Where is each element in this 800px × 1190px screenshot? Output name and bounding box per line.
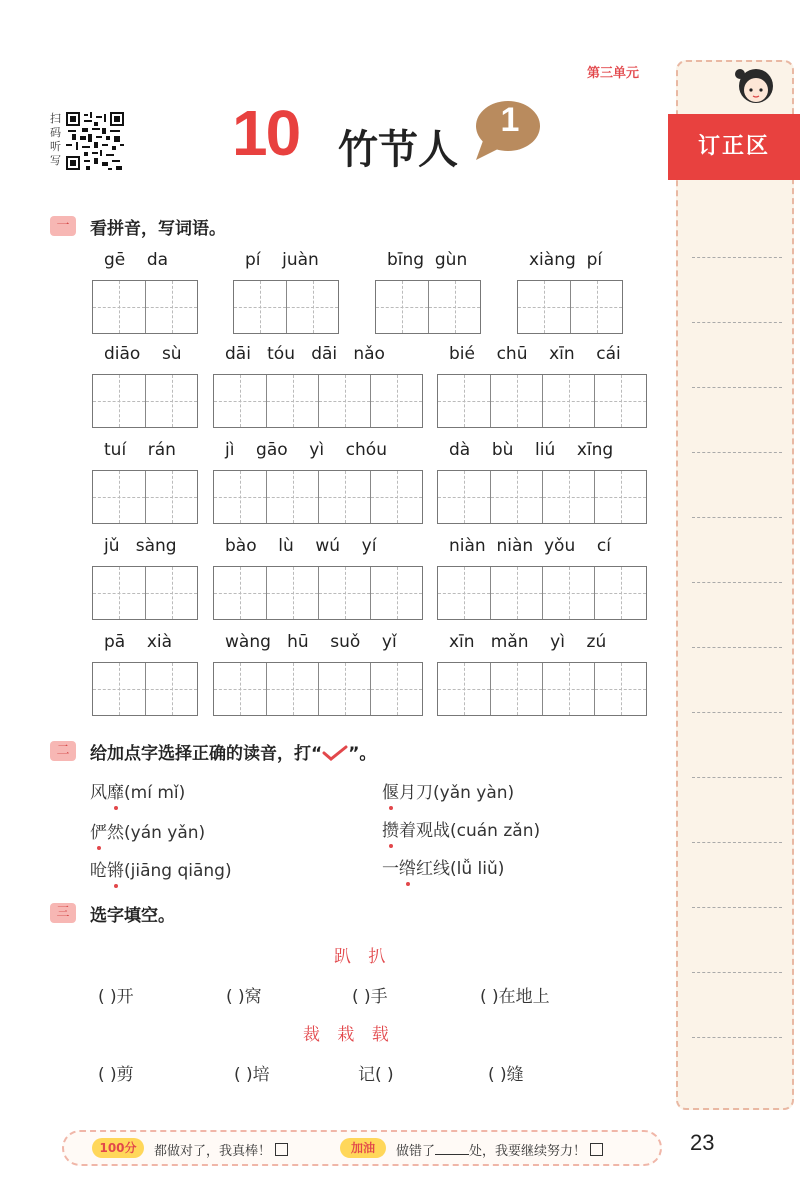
writing-cell[interactable] bbox=[542, 375, 594, 427]
writing-cell[interactable] bbox=[542, 663, 594, 715]
dotted-character: 绺 bbox=[399, 854, 416, 879]
pinyin-prompt: bīng gùn bbox=[387, 250, 468, 270]
writing-grid[interactable] bbox=[92, 566, 198, 620]
checkmark-icon bbox=[322, 745, 348, 761]
praise-text: 都做对了，我真棒！ bbox=[154, 1140, 288, 1159]
fill-blank-6[interactable]: ( )培 bbox=[234, 1065, 270, 1085]
writing-grid[interactable] bbox=[233, 280, 339, 334]
lesson-number: 10 bbox=[232, 97, 300, 169]
writing-cell[interactable] bbox=[145, 375, 197, 427]
writing-cell[interactable] bbox=[266, 663, 318, 715]
writing-grid[interactable] bbox=[517, 280, 623, 334]
effort-checkbox[interactable] bbox=[590, 1143, 603, 1156]
dotted-character: 锵 bbox=[107, 856, 124, 881]
pronunciation-item[interactable]: 风靡(mí mǐ) bbox=[90, 778, 185, 803]
writing-grid[interactable] bbox=[437, 566, 647, 620]
pronunciation-item[interactable]: 攒着观战(cuán zǎn) bbox=[382, 816, 540, 841]
praise-checkbox[interactable] bbox=[275, 1143, 288, 1156]
section-badge-1: 一 bbox=[50, 216, 76, 236]
section-badge-3: 三 bbox=[50, 903, 76, 923]
writing-cell[interactable] bbox=[145, 281, 197, 333]
writing-cell[interactable] bbox=[145, 567, 197, 619]
writing-cell[interactable] bbox=[370, 471, 422, 523]
choice-characters-2: 裁 栽 载 bbox=[303, 1025, 395, 1045]
lesson-title: 竹节人 bbox=[338, 127, 458, 173]
writing-cell[interactable] bbox=[93, 281, 145, 333]
fill-blank-5[interactable]: ( )剪 bbox=[98, 1065, 134, 1085]
dotted-character: 靡 bbox=[107, 778, 124, 803]
dotted-character: 偃 bbox=[382, 778, 399, 803]
pronunciation-item[interactable]: 俨然(yán yǎn) bbox=[90, 818, 205, 843]
writing-grid[interactable] bbox=[213, 662, 423, 716]
pinyin-prompt: xīn mǎn yì zú bbox=[449, 632, 607, 652]
writing-cell[interactable] bbox=[438, 567, 490, 619]
pronunciation-item[interactable]: 呛锵(jiāng qiāng) bbox=[90, 856, 232, 881]
writing-cell[interactable] bbox=[370, 375, 422, 427]
pronunciation-item[interactable]: 偃月刀(yǎn yàn) bbox=[382, 778, 514, 803]
writing-cell[interactable] bbox=[93, 375, 145, 427]
section-title-3: 选字填空。 bbox=[90, 906, 175, 926]
writing-cell[interactable] bbox=[93, 567, 145, 619]
pinyin-prompt: bào lù wú yí bbox=[225, 536, 377, 556]
fill-blank-1[interactable]: ( )开 bbox=[98, 987, 134, 1007]
writing-cell[interactable] bbox=[490, 567, 542, 619]
writing-cell[interactable] bbox=[428, 281, 480, 333]
writing-cell[interactable] bbox=[214, 471, 266, 523]
writing-cell[interactable] bbox=[594, 471, 646, 523]
writing-cell[interactable] bbox=[318, 375, 370, 427]
qr-label: 扫 码 听 写 bbox=[50, 112, 61, 167]
writing-cell[interactable] bbox=[318, 663, 370, 715]
writing-grid[interactable] bbox=[437, 470, 647, 524]
writing-grid[interactable] bbox=[213, 374, 423, 428]
writing-cell[interactable] bbox=[266, 567, 318, 619]
girl-illustration-icon bbox=[726, 64, 784, 114]
writing-cell[interactable] bbox=[490, 375, 542, 427]
pinyin-prompt: tuí rán bbox=[104, 440, 176, 460]
page-number: 23 bbox=[690, 1130, 715, 1155]
writing-grid[interactable] bbox=[375, 280, 481, 334]
pinyin-prompt: jì gāo yì chóu bbox=[225, 440, 387, 460]
keep-going-badge: 加油 bbox=[340, 1138, 386, 1158]
writing-cell[interactable] bbox=[266, 375, 318, 427]
pinyin-prompt: niàn niàn yǒu cí bbox=[449, 536, 611, 556]
fill-blank-7[interactable]: 记( ) bbox=[358, 1065, 394, 1085]
writing-cell[interactable] bbox=[594, 375, 646, 427]
pinyin-prompt: wàng hū suǒ yǐ bbox=[225, 632, 397, 652]
choice-characters-1: 趴 扒 bbox=[334, 947, 392, 967]
writing-cell[interactable] bbox=[93, 663, 145, 715]
writing-cell[interactable] bbox=[370, 567, 422, 619]
writing-cell[interactable] bbox=[318, 471, 370, 523]
writing-grid[interactable] bbox=[92, 662, 198, 716]
correction-panel[interactable] bbox=[676, 60, 794, 1110]
pinyin-prompt: bié chū xīn cái bbox=[449, 344, 621, 364]
mistake-count-text: 做错了 处，我要继续努力！ bbox=[396, 1140, 603, 1159]
writing-cell[interactable] bbox=[234, 281, 286, 333]
writing-cell[interactable] bbox=[518, 281, 570, 333]
writing-cell[interactable] bbox=[438, 471, 490, 523]
writing-cell[interactable] bbox=[438, 663, 490, 715]
writing-grid[interactable] bbox=[437, 662, 647, 716]
writing-grid[interactable] bbox=[92, 470, 198, 524]
writing-cell[interactable] bbox=[214, 567, 266, 619]
writing-grid[interactable] bbox=[213, 566, 423, 620]
writing-cell[interactable] bbox=[490, 471, 542, 523]
writing-cell[interactable] bbox=[376, 281, 428, 333]
writing-cell[interactable] bbox=[93, 471, 145, 523]
pinyin-prompt: pā xià bbox=[104, 632, 173, 652]
correction-area-title: 订正区 bbox=[668, 114, 800, 180]
section-title-1: 看拼音，写词语。 bbox=[90, 219, 226, 239]
section-badge-2: 二 bbox=[50, 741, 76, 761]
pinyin-prompt: pí juàn bbox=[245, 250, 319, 270]
writing-cell[interactable] bbox=[490, 663, 542, 715]
pronunciation-item[interactable]: 一绺红线(lǚ liǔ) bbox=[382, 854, 504, 879]
writing-cell[interactable] bbox=[286, 281, 338, 333]
pinyin-prompt: dāi tóu dāi nǎo bbox=[225, 344, 385, 364]
writing-cell[interactable] bbox=[542, 567, 594, 619]
writing-cell[interactable] bbox=[594, 663, 646, 715]
section-title-2: 给加点字选择正确的读音，打“ ”。 bbox=[90, 744, 377, 764]
fill-blank-8[interactable]: ( )缝 bbox=[488, 1065, 524, 1085]
writing-cell[interactable] bbox=[570, 281, 622, 333]
writing-cell[interactable] bbox=[318, 567, 370, 619]
score-100-badge: 100分 bbox=[92, 1138, 144, 1158]
writing-cell[interactable] bbox=[145, 663, 197, 715]
pinyin-prompt: dà bù liú xīng bbox=[449, 440, 614, 460]
writing-cell[interactable] bbox=[266, 471, 318, 523]
writing-cell[interactable] bbox=[214, 375, 266, 427]
writing-grid[interactable] bbox=[213, 470, 423, 524]
pinyin-prompt: jǔ sàng bbox=[104, 536, 177, 556]
writing-grid[interactable] bbox=[92, 280, 198, 334]
writing-cell[interactable] bbox=[214, 663, 266, 715]
fill-blank-2[interactable]: ( )窝 bbox=[226, 987, 262, 1007]
pinyin-prompt: gē da bbox=[104, 250, 169, 270]
writing-cell[interactable] bbox=[145, 471, 197, 523]
writing-cell[interactable] bbox=[370, 663, 422, 715]
writing-cell[interactable] bbox=[542, 471, 594, 523]
writing-cell[interactable] bbox=[594, 567, 646, 619]
part-number: 1 bbox=[500, 101, 520, 139]
writing-cell[interactable] bbox=[438, 375, 490, 427]
writing-grid[interactable] bbox=[437, 374, 647, 428]
dotted-character: 攒 bbox=[382, 816, 399, 841]
qr-code-icon bbox=[66, 112, 124, 170]
writing-grid[interactable] bbox=[92, 374, 198, 428]
unit-label: 第三单元 bbox=[587, 66, 640, 81]
dotted-character: 俨 bbox=[90, 818, 107, 843]
mistake-count-blank[interactable] bbox=[435, 1154, 469, 1155]
pinyin-prompt: xiàng pí bbox=[529, 250, 603, 270]
pinyin-prompt: diāo sù bbox=[104, 344, 182, 364]
fill-blank-4[interactable]: ( )在地上 bbox=[480, 987, 550, 1007]
fill-blank-3[interactable]: ( )手 bbox=[352, 987, 388, 1007]
